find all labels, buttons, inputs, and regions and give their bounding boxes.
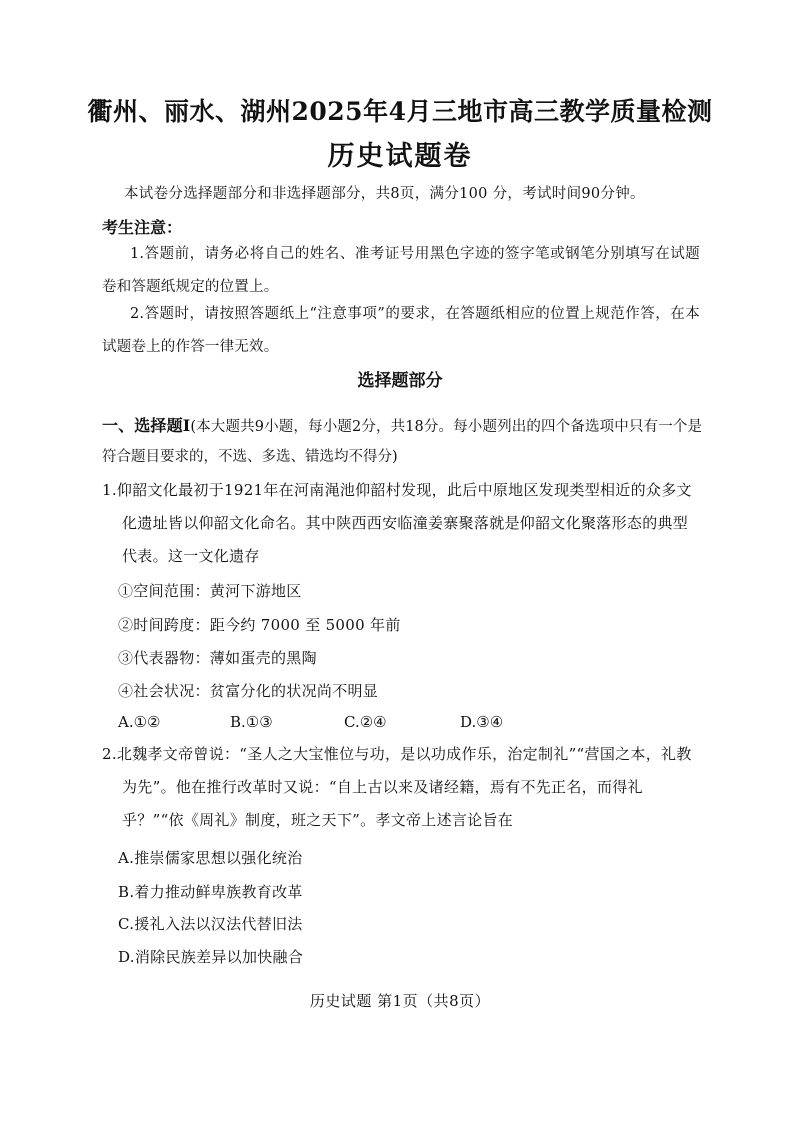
question-1-statement-3: ③代表器物：薄如蛋壳的黑陶 [118, 649, 317, 667]
question-2-option-c[interactable]: C.援礼入法以汉法代替旧法 [118, 915, 303, 933]
page-footer: 历史试题 第1页（共8页） [309, 992, 491, 1010]
question-1-statement-1: ①空间范围：黄河下游地区 [118, 582, 302, 600]
question-1-statement-4: ④社会状况：贫富分化的状况尚不明显 [118, 682, 379, 700]
part-label: 一、选择题Ⅰ [102, 416, 191, 435]
question-1-option-c[interactable]: C.②④ [344, 713, 387, 731]
question-2-option-d[interactable]: D.消除民族差异以加快融合 [118, 948, 304, 966]
notice-heading: 考生注意： [102, 218, 183, 237]
exam-intro: 本试卷分选择题部分和非选择题部分，共8页，满分100 分，考试时间90分钟。 [124, 186, 645, 202]
question-1-option-d[interactable]: D.③④ [460, 713, 504, 731]
exam-title: 衢州、丽水、湖州2025年4月三地市高三教学质量检测 [87, 97, 713, 126]
question-1-option-a[interactable]: A.①② [118, 713, 161, 731]
question-1 [102, 474, 702, 573]
exam-subtitle: 历史试题卷 [327, 141, 473, 172]
question-1-stem: 1.仰韶文化最初于1921年在河南渑池仰韶村发现，此后中原地区发现类型相近的众多文化遗址皆以仰韶文化命名。其中陕西西安临潼姜寨聚落就是仰韶文化聚落形态的典型代表。这一文化遗存 [102, 481, 692, 565]
question-1-option-b[interactable]: B.①③ [230, 713, 273, 731]
question-2-option-b[interactable]: B.着力推动鲜卑族教育改革 [118, 883, 303, 901]
section-heading: 选择题部分 [357, 371, 443, 391]
question-2 [102, 738, 702, 837]
part-instructions-text: (本大题共9小题，每小题2分，共18分。每小题列出的四个备选项中只有一个是符合题目要求的，不选、多选、错选均不得分) [102, 419, 702, 465]
notice-item-2: 2.答题时，请按照答题纸上“注意事项”的要求，在答题纸相应的位置上规范作答，在本试题卷上的作答一律无效。 [102, 306, 700, 355]
question-2-stem: 2.北魏孝文帝曾说：“圣人之大宝惟位与功，是以功成作乐，治定制礼”“营国之本，礼教为先”。他在推行改革时又说：“自上古以来及诸经籍，焉有不先正名，而得礼乎？”“依《周礼》制度，班之天下”。孝文帝上述言论旨在 [102, 745, 692, 829]
part-instructions [102, 411, 702, 472]
question-2-option-a[interactable]: A.推崇儒家思想以强化统治 [118, 849, 303, 867]
question-1-statement-2: ②时间跨度：距今约 7000 至 5000 年前 [118, 616, 401, 634]
notice-item-1: 1.答题前，请务必将自己的姓名、准考证号用黑色字迹的签字笔或钢笔分别填写在试题卷和答题纸规定的位置上。 [102, 246, 700, 295]
